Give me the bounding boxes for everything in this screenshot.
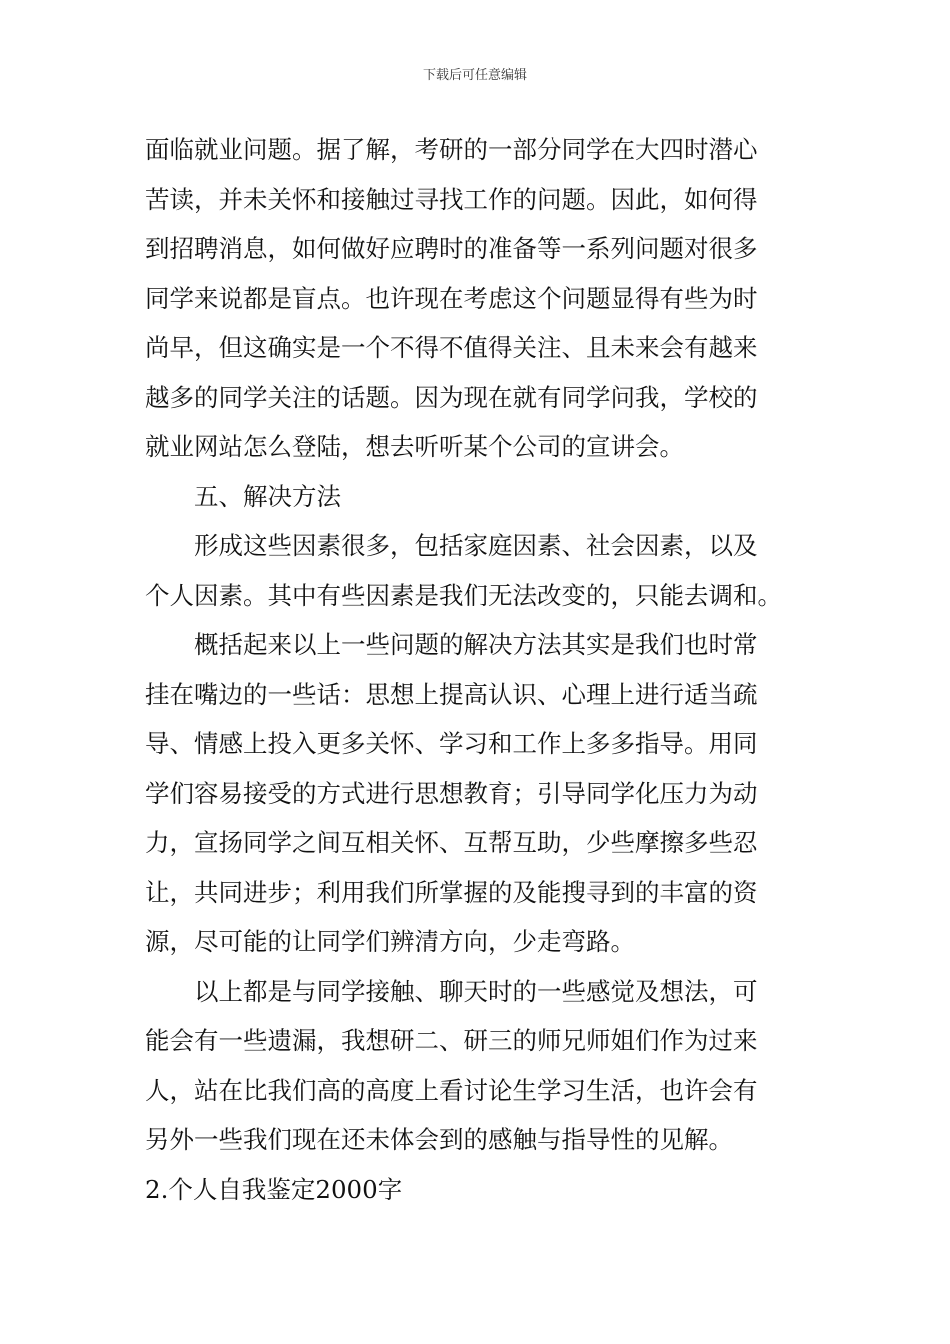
section-heading: 五、解决方法: [194, 481, 341, 511]
document-body: [145, 125, 807, 1214]
text-line: 到招聘消息，如何做好应聘时的准备等一系列问题对很多: [145, 234, 758, 263]
section-heading: 2.个人自我鉴定2000字: [145, 1174, 403, 1204]
text-line: 人，站在比我们高的高度上看讨论生学习生活，也许会有: [145, 1075, 758, 1105]
text-line: 另外一些我们现在还未体会到的感触与指导性的见解。: [145, 1125, 733, 1154]
text-line: 尚早，但这确实是一个不得不值得关注、且未来会有越来: [145, 333, 758, 362]
text-line: 个人因素。其中有些因素是我们无法改变的，只能去调和。: [145, 580, 782, 610]
text-line: 就业网站怎么登陆，想去听听某个公司的宣讲会。: [145, 432, 684, 461]
text-line: 挂在嘴边的一些话：思想上提高认识、心理上进行适当疏: [145, 679, 758, 709]
text-line: 越多的同学关注的话题。因为现在就有同学问我，学校的: [145, 382, 758, 412]
text-line: 导、情感上投入更多关怀、学习和工作上多多指导。用同: [145, 729, 758, 758]
text-line: 源，尽可能的让同学们辨清方向，少走弯路。: [145, 927, 635, 956]
text-line: 同学来说都是盲点。也许现在考虑这个问题显得有些为时: [145, 283, 758, 313]
text-line: 学们容易接受的方式进行思想教育；引导同学化压力为动: [145, 778, 758, 808]
page-header: 下载后可任意编辑: [422, 68, 527, 83]
text-line: 以上都是与同学接触、聊天时的一些感觉及想法，可: [194, 976, 758, 1006]
text-line: 让，共同进步；利用我们所掌握的及能搜寻到的丰富的资: [145, 877, 758, 907]
text-line: 面临就业问题。据了解，考研的一部分同学在大四时潜心: [145, 135, 758, 164]
text-line: 能会有一些遗漏，我想研二、研三的师兄师姐们作为过来: [145, 1026, 758, 1055]
text-line: 苦读，并未关怀和接触过寻找工作的问题。因此，如何得: [145, 184, 758, 214]
text-line: 概括起来以上一些问题的解决方法其实是我们也时常: [194, 630, 758, 659]
text-line: 力，宣扬同学之间互相关怀、互帮互助，少些摩擦多些忍: [145, 828, 758, 857]
text-line: 形成这些因素很多，包括家庭因素、社会因素，以及: [194, 531, 758, 560]
